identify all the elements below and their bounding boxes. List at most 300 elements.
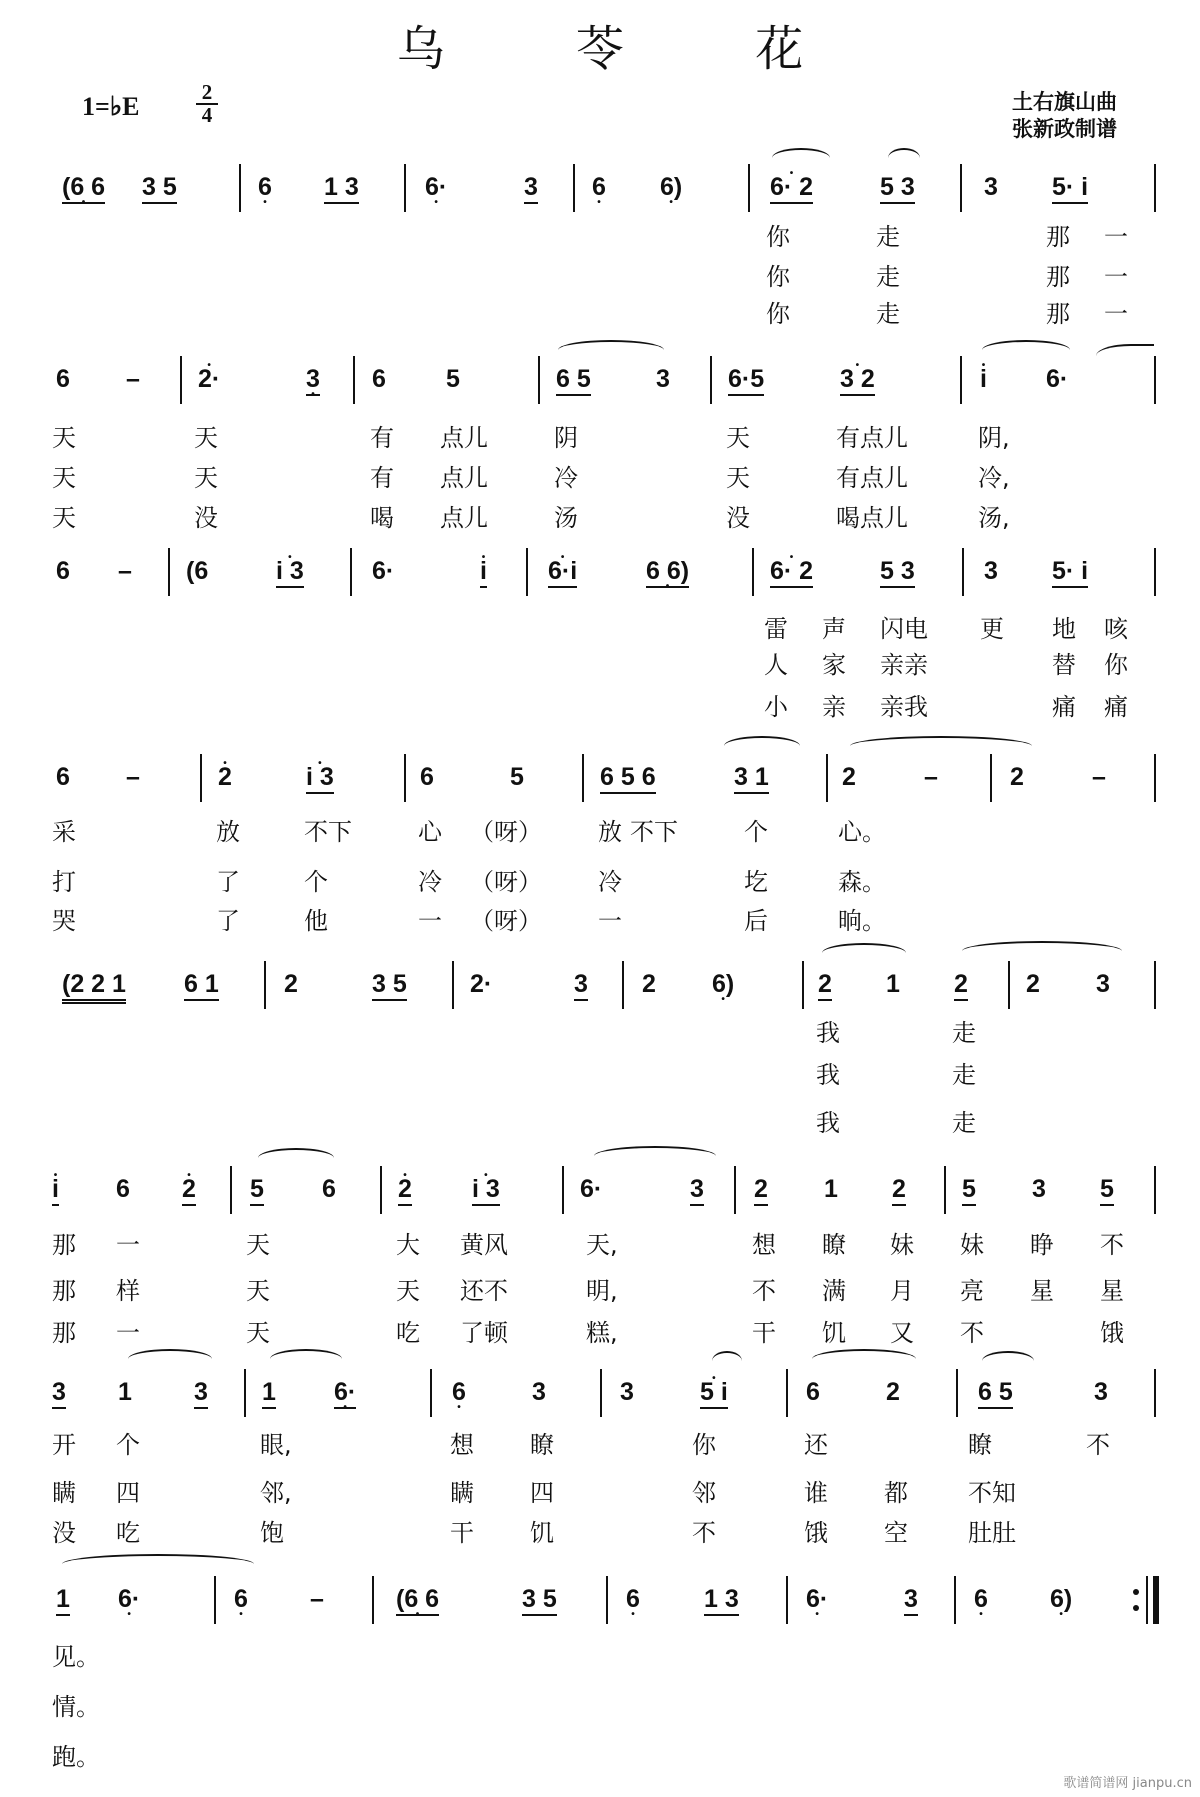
note: –	[126, 365, 140, 393]
note: 5	[446, 365, 460, 393]
lyric: 地	[1052, 615, 1076, 643]
lyric: 你	[1104, 651, 1128, 679]
barline	[956, 1369, 958, 1417]
lyric: 天	[726, 424, 750, 452]
barline	[606, 1576, 608, 1624]
lyric: 不	[1100, 1231, 1124, 1259]
note: 6·5	[728, 364, 764, 396]
slur	[724, 736, 800, 756]
lyric: 又	[890, 1319, 914, 1347]
lyric: 睁	[1030, 1231, 1054, 1259]
lyric: 没	[726, 504, 750, 532]
lyric: 天	[246, 1231, 270, 1259]
slur	[888, 148, 920, 168]
note: 6 5 6	[600, 762, 656, 794]
lyric: 四	[116, 1479, 140, 1507]
barline	[1154, 1369, 1156, 1417]
lyric: 我	[816, 1109, 840, 1137]
time-numerator: 2	[196, 82, 218, 105]
note: 2	[842, 763, 856, 791]
tie	[850, 736, 1032, 756]
note: 6 5	[978, 1377, 1013, 1409]
lyric: 点儿	[440, 464, 488, 492]
lyric: 采	[52, 818, 76, 846]
slur	[812, 1349, 916, 1369]
lyric: 你	[766, 223, 790, 251]
lyric: 一	[116, 1319, 140, 1347]
note: 5	[1100, 1174, 1114, 1206]
lyric: 一	[1104, 223, 1128, 251]
lyric: 天	[726, 464, 750, 492]
note: 1 3	[704, 1584, 739, 1616]
lyric: 了顿	[460, 1319, 508, 1347]
note: 6) •	[712, 969, 734, 999]
note: 2	[754, 1174, 768, 1206]
lyric: 饱	[260, 1519, 284, 1547]
barline	[826, 754, 828, 802]
note: 3	[194, 1377, 208, 1409]
lyric: 冷,	[978, 464, 1010, 492]
note: 6 •	[234, 1584, 248, 1614]
lyric: 我	[816, 1061, 840, 1089]
lyric: 天,	[586, 1231, 618, 1259]
note: 6 1	[184, 969, 219, 1001]
note: 2	[284, 970, 298, 998]
lyric: 谁	[804, 1479, 828, 1507]
song-title: 乌 苓 花	[396, 21, 862, 77]
lyric: 喝点儿	[836, 504, 908, 532]
note: –	[924, 763, 938, 791]
slur	[772, 148, 830, 168]
lyric: 星	[1030, 1277, 1054, 1305]
staff-row-1	[0, 158, 1200, 218]
note: 1 3	[324, 172, 359, 204]
barline	[200, 754, 202, 802]
lyric: 一	[116, 1231, 140, 1259]
barline	[960, 356, 962, 404]
note: 5 3	[880, 172, 915, 204]
note: 2	[892, 1174, 906, 1206]
watermark: 歌谱简谱网 jianpu.cn	[1063, 1776, 1192, 1791]
key-signature: 1=♭E	[82, 92, 140, 121]
barline	[802, 961, 804, 1009]
lyric: 月	[890, 1277, 914, 1305]
lyric: （呀）	[470, 868, 542, 896]
lyric: 喝	[370, 504, 394, 532]
lyric: 饥	[530, 1519, 554, 1547]
barline	[734, 1166, 736, 1214]
note: –	[1092, 763, 1106, 791]
note: (6 6 •	[396, 1584, 439, 1616]
lyric: 走	[952, 1061, 976, 1089]
note: 3	[1032, 1175, 1046, 1203]
lyric: 空	[884, 1519, 908, 1547]
time-denominator: 4	[201, 103, 213, 127]
barline	[748, 164, 750, 212]
note: 3	[984, 173, 998, 201]
note: 3	[1096, 970, 1110, 998]
lyric: 有点儿	[836, 464, 908, 492]
note: 6·	[580, 1175, 603, 1203]
lyric: 眼,	[260, 1431, 292, 1459]
note: 6	[116, 1175, 130, 1203]
note: 6 •	[452, 1377, 466, 1407]
lyric: 见。	[52, 1643, 100, 1671]
lyric: 天	[194, 424, 218, 452]
note: 3	[574, 969, 588, 1001]
staff-row-5	[0, 955, 1200, 1015]
lyric: 都	[884, 1479, 908, 1507]
lyric: 闪电	[880, 615, 928, 643]
lyric: 有	[370, 464, 394, 492]
note: 6·	[1046, 365, 1069, 393]
note: –	[126, 763, 140, 791]
barline	[954, 1576, 956, 1624]
note: • i 3	[472, 1174, 500, 1206]
lyric: 干	[450, 1519, 474, 1547]
note: • 2·	[198, 364, 220, 394]
lyric: 明,	[586, 1277, 618, 1305]
staff-row-7	[0, 1363, 1200, 1423]
note: 3 5	[522, 1584, 557, 1616]
note: 1	[886, 970, 900, 998]
lyric: 大	[396, 1231, 420, 1259]
lyric: 一	[418, 907, 442, 935]
note: (6	[186, 557, 209, 585]
note: • 6· 2	[770, 556, 813, 588]
note: • 2	[218, 762, 232, 792]
lyric: 没	[194, 504, 218, 532]
note: 3	[524, 172, 538, 204]
lyric: 咳	[1104, 615, 1128, 643]
barline	[960, 164, 962, 212]
lyric: 瞭	[968, 1431, 992, 1459]
note: 3	[690, 1174, 704, 1206]
barline	[230, 1166, 232, 1214]
slur	[128, 1349, 212, 1369]
note: 3 5	[142, 172, 177, 204]
lyric: 亮	[960, 1277, 984, 1305]
note: 2	[954, 969, 968, 1001]
lyric: 走	[876, 300, 900, 328]
lyric: 亲我	[880, 693, 928, 721]
lyric: 饿	[804, 1519, 828, 1547]
lyric: 还不	[460, 1277, 508, 1305]
lyric: 圪	[744, 868, 768, 896]
note: 5 3	[880, 556, 915, 588]
lyric: 小	[764, 693, 788, 721]
note: 6 5	[556, 364, 591, 396]
note: 5	[962, 1174, 976, 1206]
lyric: 点儿	[440, 504, 488, 532]
note: 5	[250, 1174, 264, 1206]
barline	[1008, 961, 1010, 1009]
note: 5· i	[1052, 172, 1088, 204]
staff-row-3	[0, 542, 1200, 602]
lyric: 黄风	[460, 1231, 508, 1259]
note: 6	[56, 365, 70, 393]
tie-continue	[1096, 344, 1154, 364]
slur	[270, 1349, 342, 1369]
lyric: 不知	[968, 1479, 1016, 1507]
arranger-credit: 张新政制谱	[1012, 117, 1117, 141]
barline	[1154, 1166, 1156, 1214]
lyric: 你	[766, 300, 790, 328]
barline	[239, 164, 241, 212]
note: 6) •	[660, 172, 682, 202]
lyric: 走	[876, 223, 900, 251]
lyric: 更	[980, 615, 1004, 643]
lyric: 那	[52, 1319, 76, 1347]
note: 6	[420, 763, 434, 791]
note: 6	[56, 557, 70, 585]
note: 3 1	[734, 762, 769, 794]
lyric: 晌。	[838, 907, 886, 935]
lyric: 走	[952, 1019, 976, 1047]
lyric: 跑。	[52, 1743, 100, 1771]
lyric: 开	[52, 1431, 76, 1459]
barline	[214, 1576, 216, 1624]
barline	[752, 548, 754, 596]
staff-row-8	[0, 1570, 1200, 1630]
slur	[62, 1554, 254, 1574]
note: 6 6) •	[646, 556, 689, 588]
lyric: 饥	[822, 1319, 846, 1347]
note: 6· •	[334, 1377, 356, 1409]
lyric: 冷	[418, 868, 442, 896]
lyric: 不	[1086, 1431, 1110, 1459]
lyric: 我	[816, 1019, 840, 1047]
lyric: 吃	[396, 1319, 420, 1347]
note: 6 •	[592, 172, 606, 202]
barline	[786, 1576, 788, 1624]
note: • i 3	[306, 762, 334, 794]
note: • i	[480, 556, 487, 588]
barline	[562, 1166, 564, 1214]
lyric: 情。	[52, 1693, 100, 1721]
barline	[1154, 961, 1156, 1009]
barline	[622, 961, 624, 1009]
lyric: 一	[1104, 300, 1128, 328]
staff-row-2	[0, 350, 1200, 410]
lyric: 了	[216, 868, 240, 896]
lyric: 不下	[630, 818, 678, 846]
barline	[710, 356, 712, 404]
lyric: 有点儿	[836, 424, 908, 452]
lyric: 样	[116, 1277, 140, 1305]
note: 6· •	[806, 1584, 828, 1614]
lyric: 天	[246, 1277, 270, 1305]
lyric: 放	[598, 818, 622, 846]
note: 1	[262, 1377, 276, 1409]
lyric: 声	[822, 615, 846, 643]
barline	[944, 1166, 946, 1214]
lyric: 打	[52, 868, 76, 896]
note: 6	[372, 365, 386, 393]
barline	[582, 754, 584, 802]
lyric: 哭	[52, 907, 76, 935]
note: 3	[1094, 1378, 1108, 1406]
lyric: 心	[418, 818, 442, 846]
barline	[538, 356, 540, 404]
lyric: 天	[246, 1319, 270, 1347]
note: 1	[56, 1584, 70, 1616]
note: 3	[656, 365, 670, 393]
lyric: 天	[52, 464, 76, 492]
note: • 3 2	[840, 364, 875, 396]
barline	[404, 754, 406, 802]
barline	[990, 754, 992, 802]
lyric: 那	[1046, 300, 1070, 328]
barline	[962, 548, 964, 596]
lyric: 那	[1046, 223, 1070, 251]
lyric: 放	[216, 818, 240, 846]
slur	[982, 1351, 1034, 1371]
lyric: 那	[1046, 263, 1070, 291]
lyric: 想	[752, 1231, 776, 1259]
note: 1	[118, 1378, 132, 1406]
lyric: 妹	[960, 1231, 984, 1259]
lyric: 吃	[116, 1519, 140, 1547]
lyric: 干	[752, 1319, 776, 1347]
barline	[452, 961, 454, 1009]
lyric: 还	[804, 1431, 828, 1459]
barline	[264, 961, 266, 1009]
lyric: 走	[876, 263, 900, 291]
lyric: 饿	[1100, 1319, 1124, 1347]
note: • i	[52, 1174, 59, 1206]
lyric: 了	[216, 907, 240, 935]
barline	[1154, 548, 1156, 596]
repeat-end-barline	[1130, 1576, 1166, 1624]
note: 2	[1026, 970, 1040, 998]
lyric: 不	[692, 1519, 716, 1547]
note: 3	[52, 1377, 66, 1409]
note: –	[310, 1585, 324, 1613]
composer-credit: 土右旗山曲	[1012, 90, 1117, 114]
lyric: 点儿	[440, 424, 488, 452]
lyric: 雷	[764, 615, 788, 643]
barline	[526, 548, 528, 596]
note: 3	[532, 1378, 546, 1406]
lyric: 瞒	[450, 1479, 474, 1507]
slur	[594, 1146, 716, 1166]
note: 2	[818, 969, 832, 1001]
lyric: 一	[1104, 263, 1128, 291]
note: 3	[904, 1584, 918, 1616]
note: • i 3	[276, 556, 304, 588]
lyric: 家	[822, 651, 846, 679]
barline	[353, 356, 355, 404]
note: 6	[56, 763, 70, 791]
lyric: 肚肚	[968, 1519, 1016, 1547]
lyric: 有	[370, 424, 394, 452]
lyric: 满	[822, 1277, 846, 1305]
lyric: 个	[116, 1431, 140, 1459]
note: 2	[642, 970, 656, 998]
lyric: 四	[530, 1479, 554, 1507]
lyric: 人	[764, 651, 788, 679]
barline	[600, 1369, 602, 1417]
note: • 5 i	[700, 1377, 728, 1409]
note: • 6· 2	[770, 172, 813, 204]
lyric: 没	[52, 1519, 76, 1547]
lyric: 走	[952, 1109, 976, 1137]
lyric: 阴,	[978, 424, 1010, 452]
lyric: 想	[450, 1431, 474, 1459]
note: 5	[510, 763, 524, 791]
barline	[1154, 356, 1156, 404]
barline	[1154, 164, 1156, 212]
lyric: 心。	[838, 818, 886, 846]
lyric: 星	[1100, 1277, 1124, 1305]
lyric: （呀）	[470, 818, 542, 846]
lyric: 你	[766, 263, 790, 291]
note: 6 •	[974, 1584, 988, 1614]
lyric: 阴	[554, 424, 578, 452]
lyric: 替	[1052, 651, 1076, 679]
note: 1	[824, 1175, 838, 1203]
lyric: 森。	[838, 868, 886, 896]
note: • i	[980, 364, 987, 394]
lyric: 他	[304, 907, 328, 935]
note: 6· •	[118, 1584, 140, 1614]
lyric: 一	[598, 907, 622, 935]
lyric: 不	[960, 1319, 984, 1347]
lyric: 邻,	[260, 1479, 292, 1507]
note: 3	[620, 1378, 634, 1406]
note: 5· i	[1052, 556, 1088, 588]
slur	[822, 943, 906, 963]
staff-row-4	[0, 748, 1200, 808]
lyric: 痛	[1104, 693, 1128, 721]
lyric: 糕,	[586, 1319, 618, 1347]
barline	[168, 548, 170, 596]
lyric: 不	[752, 1277, 776, 1305]
lyric: 汤	[554, 504, 578, 532]
lyric: 痛	[1052, 693, 1076, 721]
lyric: 瞭	[822, 1231, 846, 1259]
note: 3 •	[306, 364, 320, 396]
slur	[712, 1351, 742, 1371]
lyric: 不下	[304, 818, 352, 846]
lyric: 天	[52, 504, 76, 532]
note: 2	[1010, 763, 1024, 791]
note: 2	[886, 1378, 900, 1406]
barline	[786, 1369, 788, 1417]
lyric: 亲亲	[880, 651, 928, 679]
lyric: 亲	[822, 693, 846, 721]
note: 6 •	[626, 1584, 640, 1614]
note: • 2	[182, 1174, 196, 1206]
slur	[558, 340, 664, 360]
note: 3 5	[372, 969, 407, 1001]
barline	[430, 1369, 432, 1417]
staff-row-6	[0, 1160, 1200, 1220]
note: (6 6 •	[62, 172, 105, 204]
lyric: 那	[52, 1277, 76, 1305]
lyric: 个	[744, 818, 768, 846]
lyric: 天	[194, 464, 218, 492]
note: • 6·i	[548, 556, 577, 588]
lyric: 个	[304, 868, 328, 896]
lyric: 妹	[890, 1231, 914, 1259]
lyric: 天	[396, 1277, 420, 1305]
slur	[982, 340, 1070, 360]
note: 3	[984, 557, 998, 585]
note: • 2	[398, 1174, 412, 1206]
note: 2·	[470, 970, 493, 998]
